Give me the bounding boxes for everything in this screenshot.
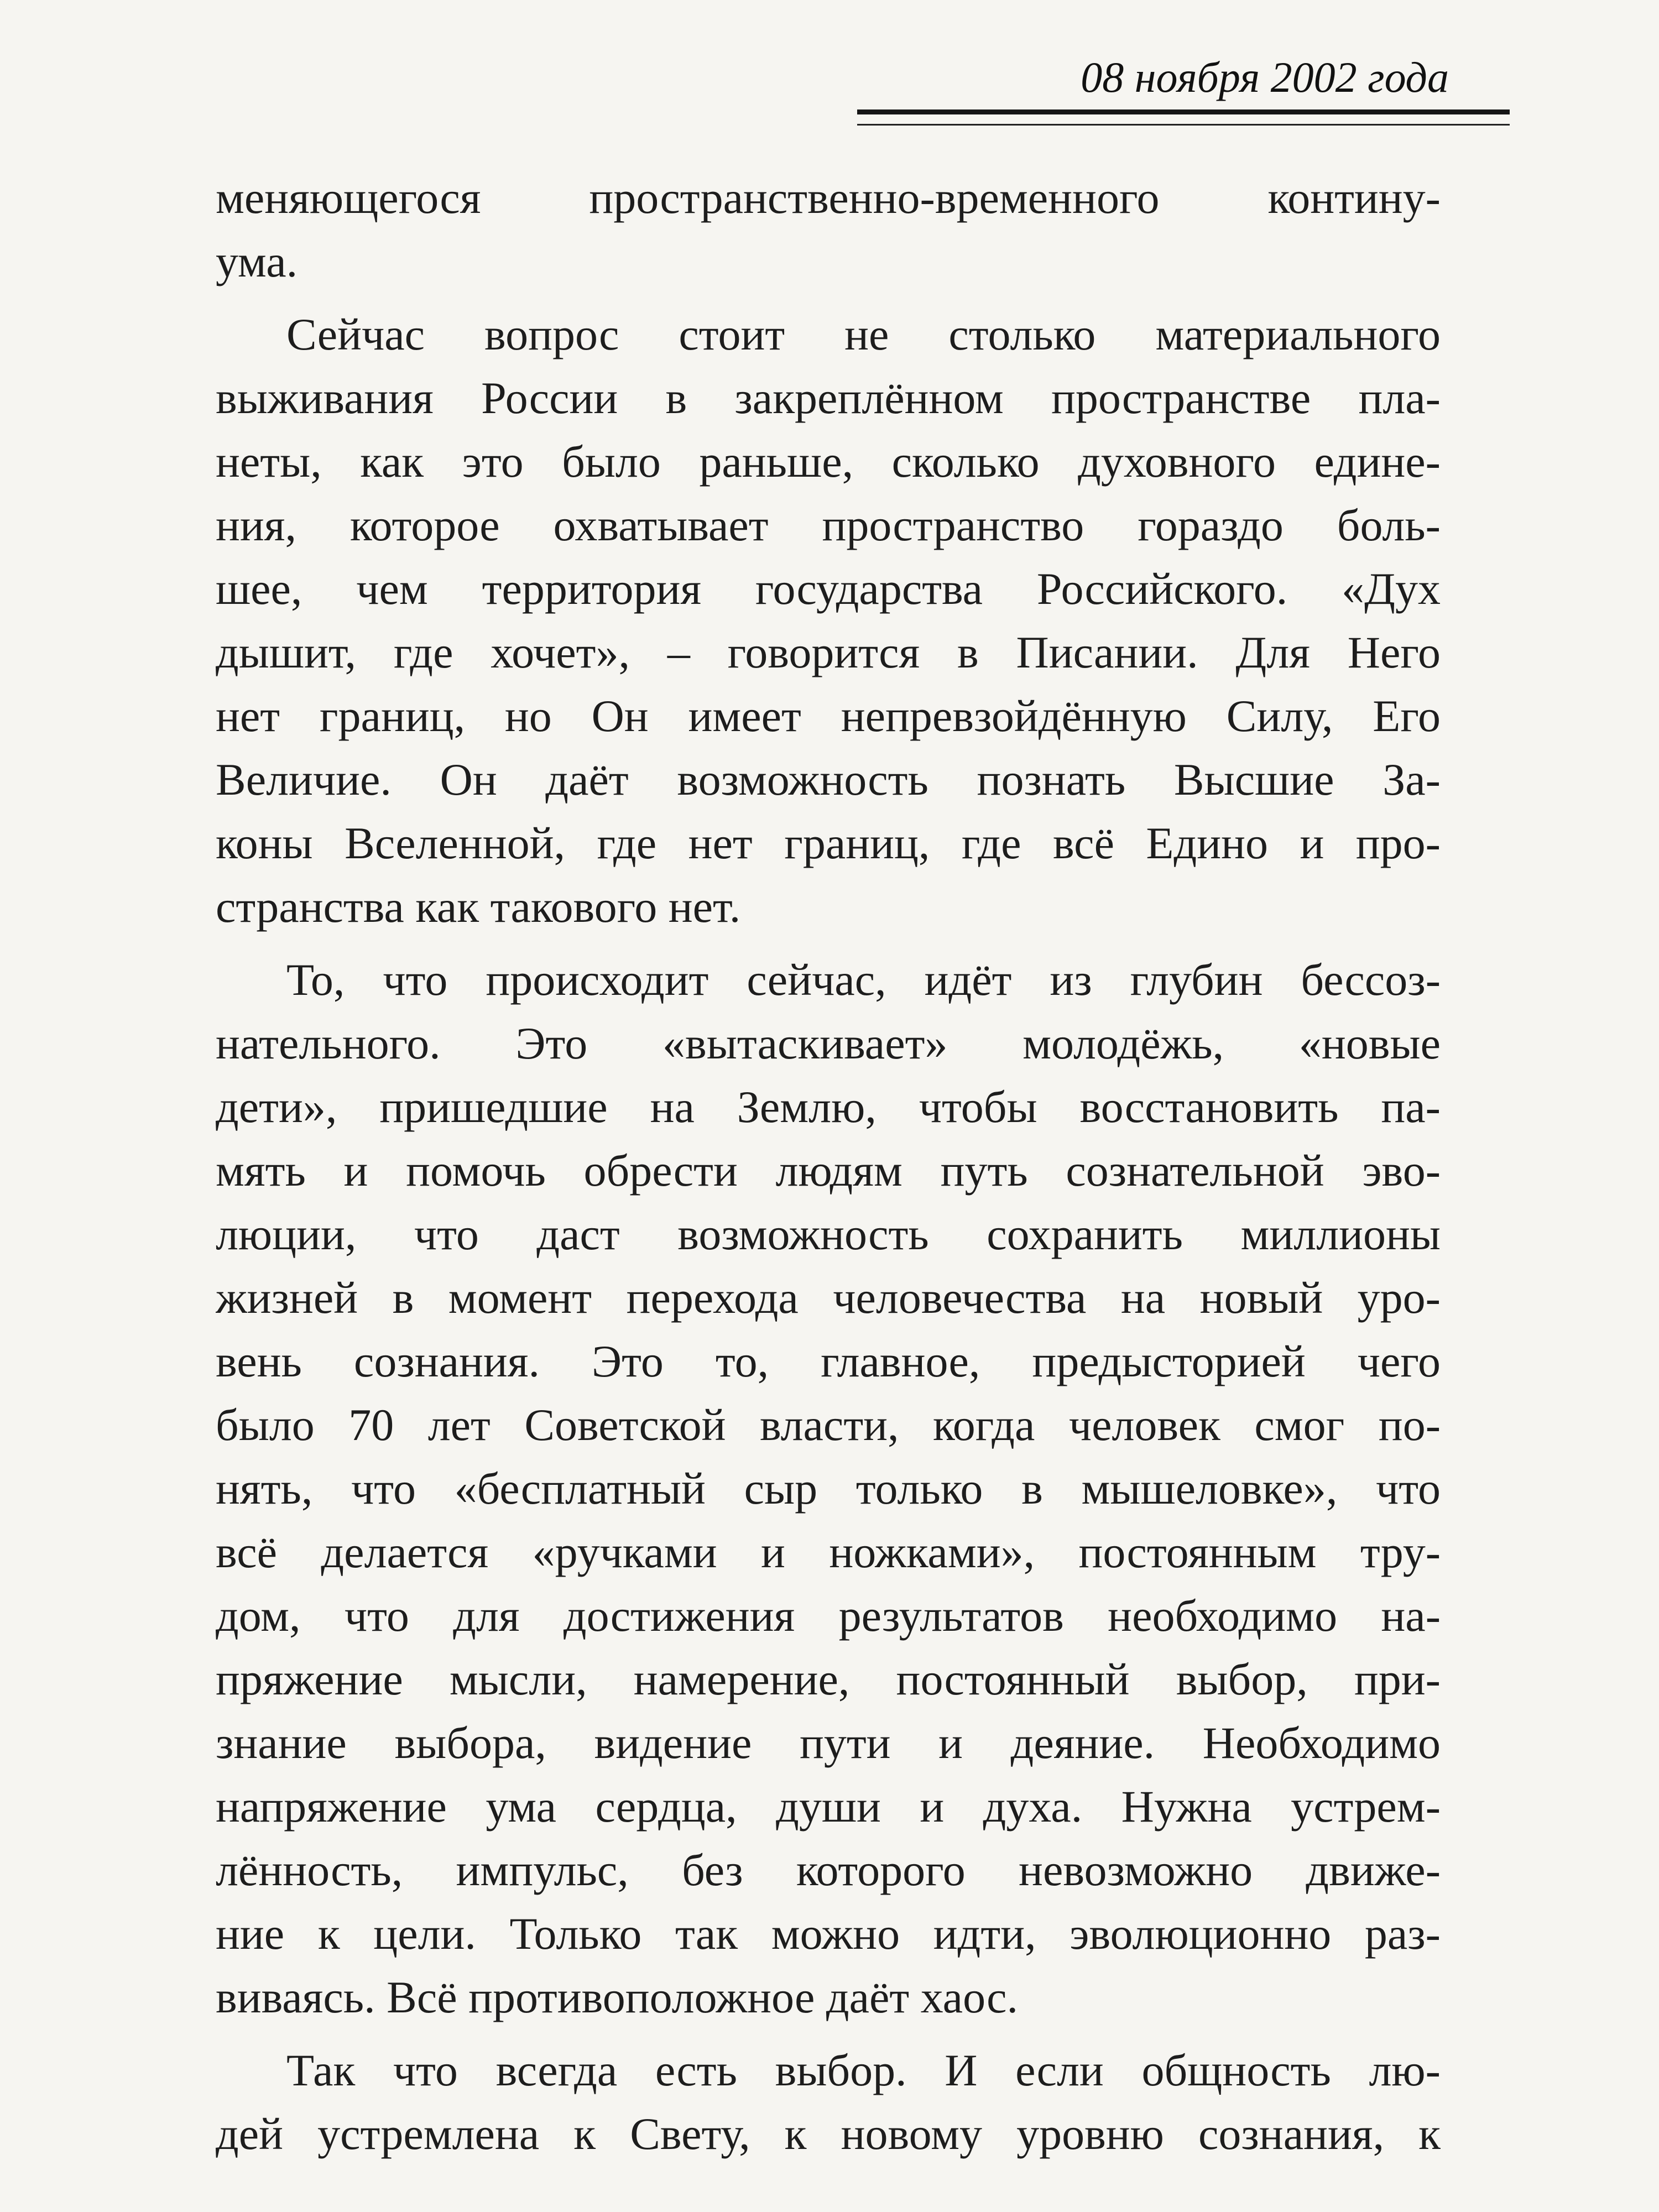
text-line: дом, что для достижения результатов необходимо на- <box>216 1590 1441 1641</box>
text-line: дышит, где хочет», – говорится в Писании. Для Него <box>216 627 1441 677</box>
text-line: вень сознания. Это то, главное, предысторией чего <box>216 1336 1441 1386</box>
text-line: мять и помочь обрести людям путь сознательной эво- <box>216 1145 1441 1196</box>
text-line: дети», пришедшие на Землю, чтобы восстановить па- <box>216 1082 1441 1132</box>
text-line: виваясь. Всё противоположное даёт хаос. <box>216 1972 1019 2022</box>
text-line: Так что всегда есть выбор. И если общность лю- <box>286 2045 1441 2095</box>
text-line: лённость, импульс, без которого невозможно движе- <box>216 1845 1441 1895</box>
header-rule-thin <box>857 124 1510 126</box>
text-line: было 70 лет Советской власти, когда человек смог по- <box>216 1400 1441 1450</box>
text-line: пряжение мысли, намерение, постоянный выбор, при- <box>216 1654 1441 1704</box>
header-rule-thick <box>857 109 1510 114</box>
text-line: Сейчас вопрос стоит не столько материального <box>286 309 1441 359</box>
text-line: шее, чем территория государства Российского. «Дух <box>216 564 1441 614</box>
text-line: нательного. Это «вытаскивает» молодёжь, «новые <box>216 1018 1441 1068</box>
text-line: напряжение ума сердца, души и духа. Нужна устрем- <box>216 1781 1441 1832</box>
text-line: странства как такового нет. <box>216 881 741 932</box>
text-line: нет границ, но Он имеет непревзойдённую Силу, Его <box>216 691 1441 741</box>
text-line: выживания России в закреплённом пространстве пла- <box>216 373 1441 423</box>
text-line: люции, что даст возможность сохранить миллионы <box>216 1209 1441 1259</box>
running-head-date: 08 ноября 2002 года <box>1081 53 1449 101</box>
body-text <box>216 166 1441 2166</box>
text-line: Величие. Он даёт возможность познать Высшие За- <box>216 754 1441 805</box>
text-line: ния, которое охватывает пространство гораздо боль- <box>216 500 1441 550</box>
text-line: ума. <box>216 236 298 286</box>
text-line: меняющегося пространственно-временного контину- <box>216 173 1441 223</box>
text-line: нять, что «бесплатный сыр только в мышеловке», что <box>216 1463 1441 1514</box>
text-line: всё делается «ручками и ножками», постоянным тру- <box>216 1527 1441 1577</box>
text-line: жизней в момент перехода человечества на новый уро- <box>216 1272 1441 1323</box>
text-line: То, что происходит сейчас, идёт из глубин бессоз- <box>286 954 1441 1005</box>
text-line: дей устремлена к Свету, к новому уровню сознания, к <box>216 2109 1441 2159</box>
text-line: знание выбора, видение пути и деяние. Необходимо <box>216 1718 1441 1768</box>
text-line: неты, как это было раньше, сколько духовного едине- <box>216 436 1441 487</box>
text-line: ние к цели. Только так можно идти, эволюционно раз- <box>216 1908 1441 1959</box>
text-line: коны Вселенной, где нет границ, где всё Едино и про- <box>216 818 1441 868</box>
